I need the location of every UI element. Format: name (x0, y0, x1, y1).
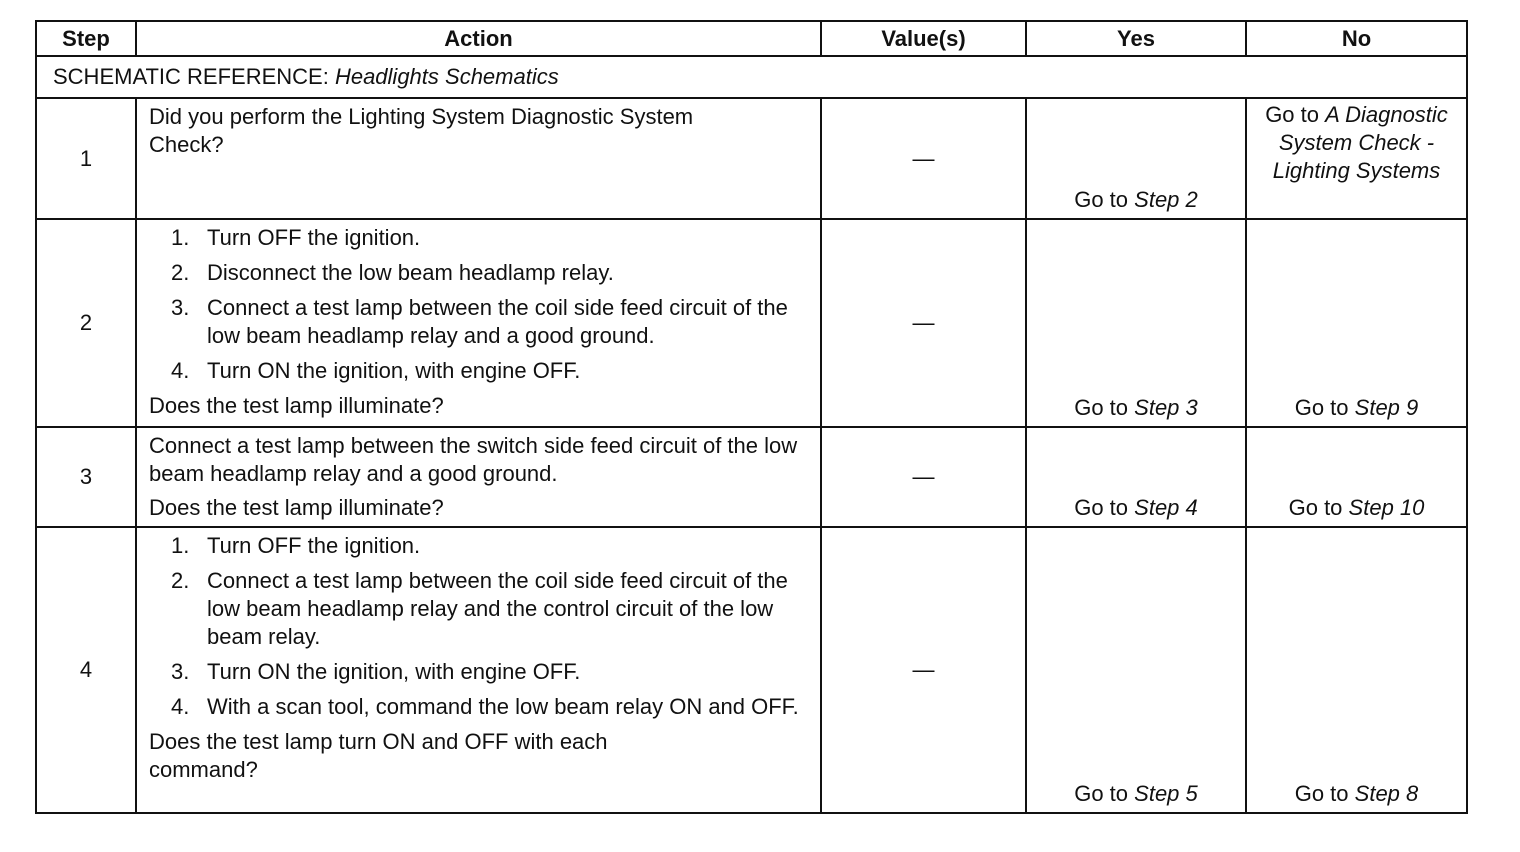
no-cell (1246, 98, 1467, 219)
action-cell (136, 98, 821, 219)
list-item (171, 693, 808, 721)
action-cell (136, 527, 821, 813)
table-row (36, 527, 1467, 813)
go-to-label: Go to (1074, 495, 1129, 520)
item-text: Turn ON the ignition, with engine OFF. (207, 659, 581, 684)
go-to-label: Go to (1265, 102, 1319, 127)
no-cell (1246, 219, 1467, 427)
step-list (149, 532, 808, 721)
list-item (171, 532, 808, 560)
step-number: 1 (36, 98, 136, 219)
item-number: 4. (171, 358, 190, 383)
header-values: Value(s) (821, 21, 1026, 56)
value-cell: — (821, 527, 1026, 813)
schematic-label: SCHEMATIC REFERENCE: (53, 64, 335, 89)
yes-link[interactable]: Step 4 (1134, 495, 1198, 520)
go-to-label: Go to (1288, 495, 1343, 520)
value-cell: — (821, 219, 1026, 427)
item-number: 3. (171, 659, 190, 684)
list-item (171, 224, 808, 252)
item-text: Turn ON the ignition, with engine OFF. (207, 358, 581, 383)
header-row (36, 21, 1467, 56)
go-to-label: Go to (1074, 781, 1129, 806)
no-link[interactable]: Step 10 (1348, 495, 1425, 520)
header-no: No (1246, 21, 1467, 56)
item-text: With a scan tool, command the low beam relay ON and OFF. (207, 694, 799, 719)
schematic-link[interactable]: Headlights Schematics (334, 64, 559, 89)
yes-link[interactable]: Step 5 (1134, 781, 1198, 806)
table-row (36, 219, 1467, 427)
diagnostic-table (35, 20, 1468, 814)
header-yes: Yes (1026, 21, 1246, 56)
item-number: 2. (171, 568, 190, 593)
table-row (36, 98, 1467, 219)
item-text: Connect a test lamp between the coil side feed circuit of the low beam headlamp relay and a good ground. (207, 295, 788, 348)
item-number: 3. (171, 295, 190, 320)
yes-cell (1026, 98, 1246, 219)
yes-cell (1026, 427, 1246, 527)
step-number: 3 (36, 427, 136, 527)
list-item (171, 567, 808, 651)
step-list (149, 224, 808, 385)
item-text: Turn OFF the ignition. (207, 225, 421, 250)
list-item (171, 294, 808, 350)
item-number: 1. (171, 533, 190, 558)
yes-link[interactable]: Step 2 (1134, 187, 1198, 212)
list-item (171, 658, 808, 686)
no-link[interactable]: A Diagnostic System Check - Lighting Systems (1272, 102, 1448, 183)
action-text: Connect a test lamp between the switch side feed circuit of the low beam headlamp relay and a good ground. (149, 433, 798, 486)
no-cell (1246, 527, 1467, 813)
item-text: Disconnect the low beam headlamp relay. (207, 260, 614, 285)
go-to-label: Go to (1074, 187, 1129, 212)
step-number: 2 (36, 219, 136, 427)
item-text: Turn OFF the ignition. (207, 533, 421, 558)
item-number: 4. (171, 694, 190, 719)
action-cell (136, 427, 821, 527)
no-cell (1246, 427, 1467, 527)
question-text: Does the test lamp illuminate? (149, 495, 444, 520)
yes-link[interactable]: Step 3 (1134, 395, 1198, 420)
value-cell: — (821, 427, 1026, 527)
item-number: 1. (171, 225, 190, 250)
step-number: 4 (36, 527, 136, 813)
question-text: Does the test lamp illuminate? (149, 393, 444, 418)
table-row (36, 427, 1467, 527)
question-text: Does the test lamp turn ON and OFF with each command? (149, 729, 608, 782)
list-item (171, 259, 808, 287)
schematic-reference (36, 56, 1467, 98)
list-item (171, 357, 808, 385)
no-link[interactable]: Step 8 (1354, 781, 1419, 806)
item-number: 2. (171, 260, 190, 285)
go-to-label: Go to (1294, 395, 1349, 420)
schematic-row (36, 56, 1467, 98)
header-step: Step (36, 21, 136, 56)
header-action: Action (136, 21, 821, 56)
go-to-label: Go to (1294, 781, 1349, 806)
action-cell (136, 219, 821, 427)
action-text: Did you perform the Lighting System Diagnostic System Check? (149, 104, 694, 157)
yes-cell (1026, 219, 1246, 427)
no-link[interactable]: Step 9 (1354, 395, 1419, 420)
value-cell: — (821, 98, 1026, 219)
go-to-label: Go to (1074, 395, 1129, 420)
item-text: Connect a test lamp between the coil side feed circuit of the low beam headlamp relay and the control circuit of the low beam relay. (207, 568, 788, 649)
yes-cell (1026, 527, 1246, 813)
